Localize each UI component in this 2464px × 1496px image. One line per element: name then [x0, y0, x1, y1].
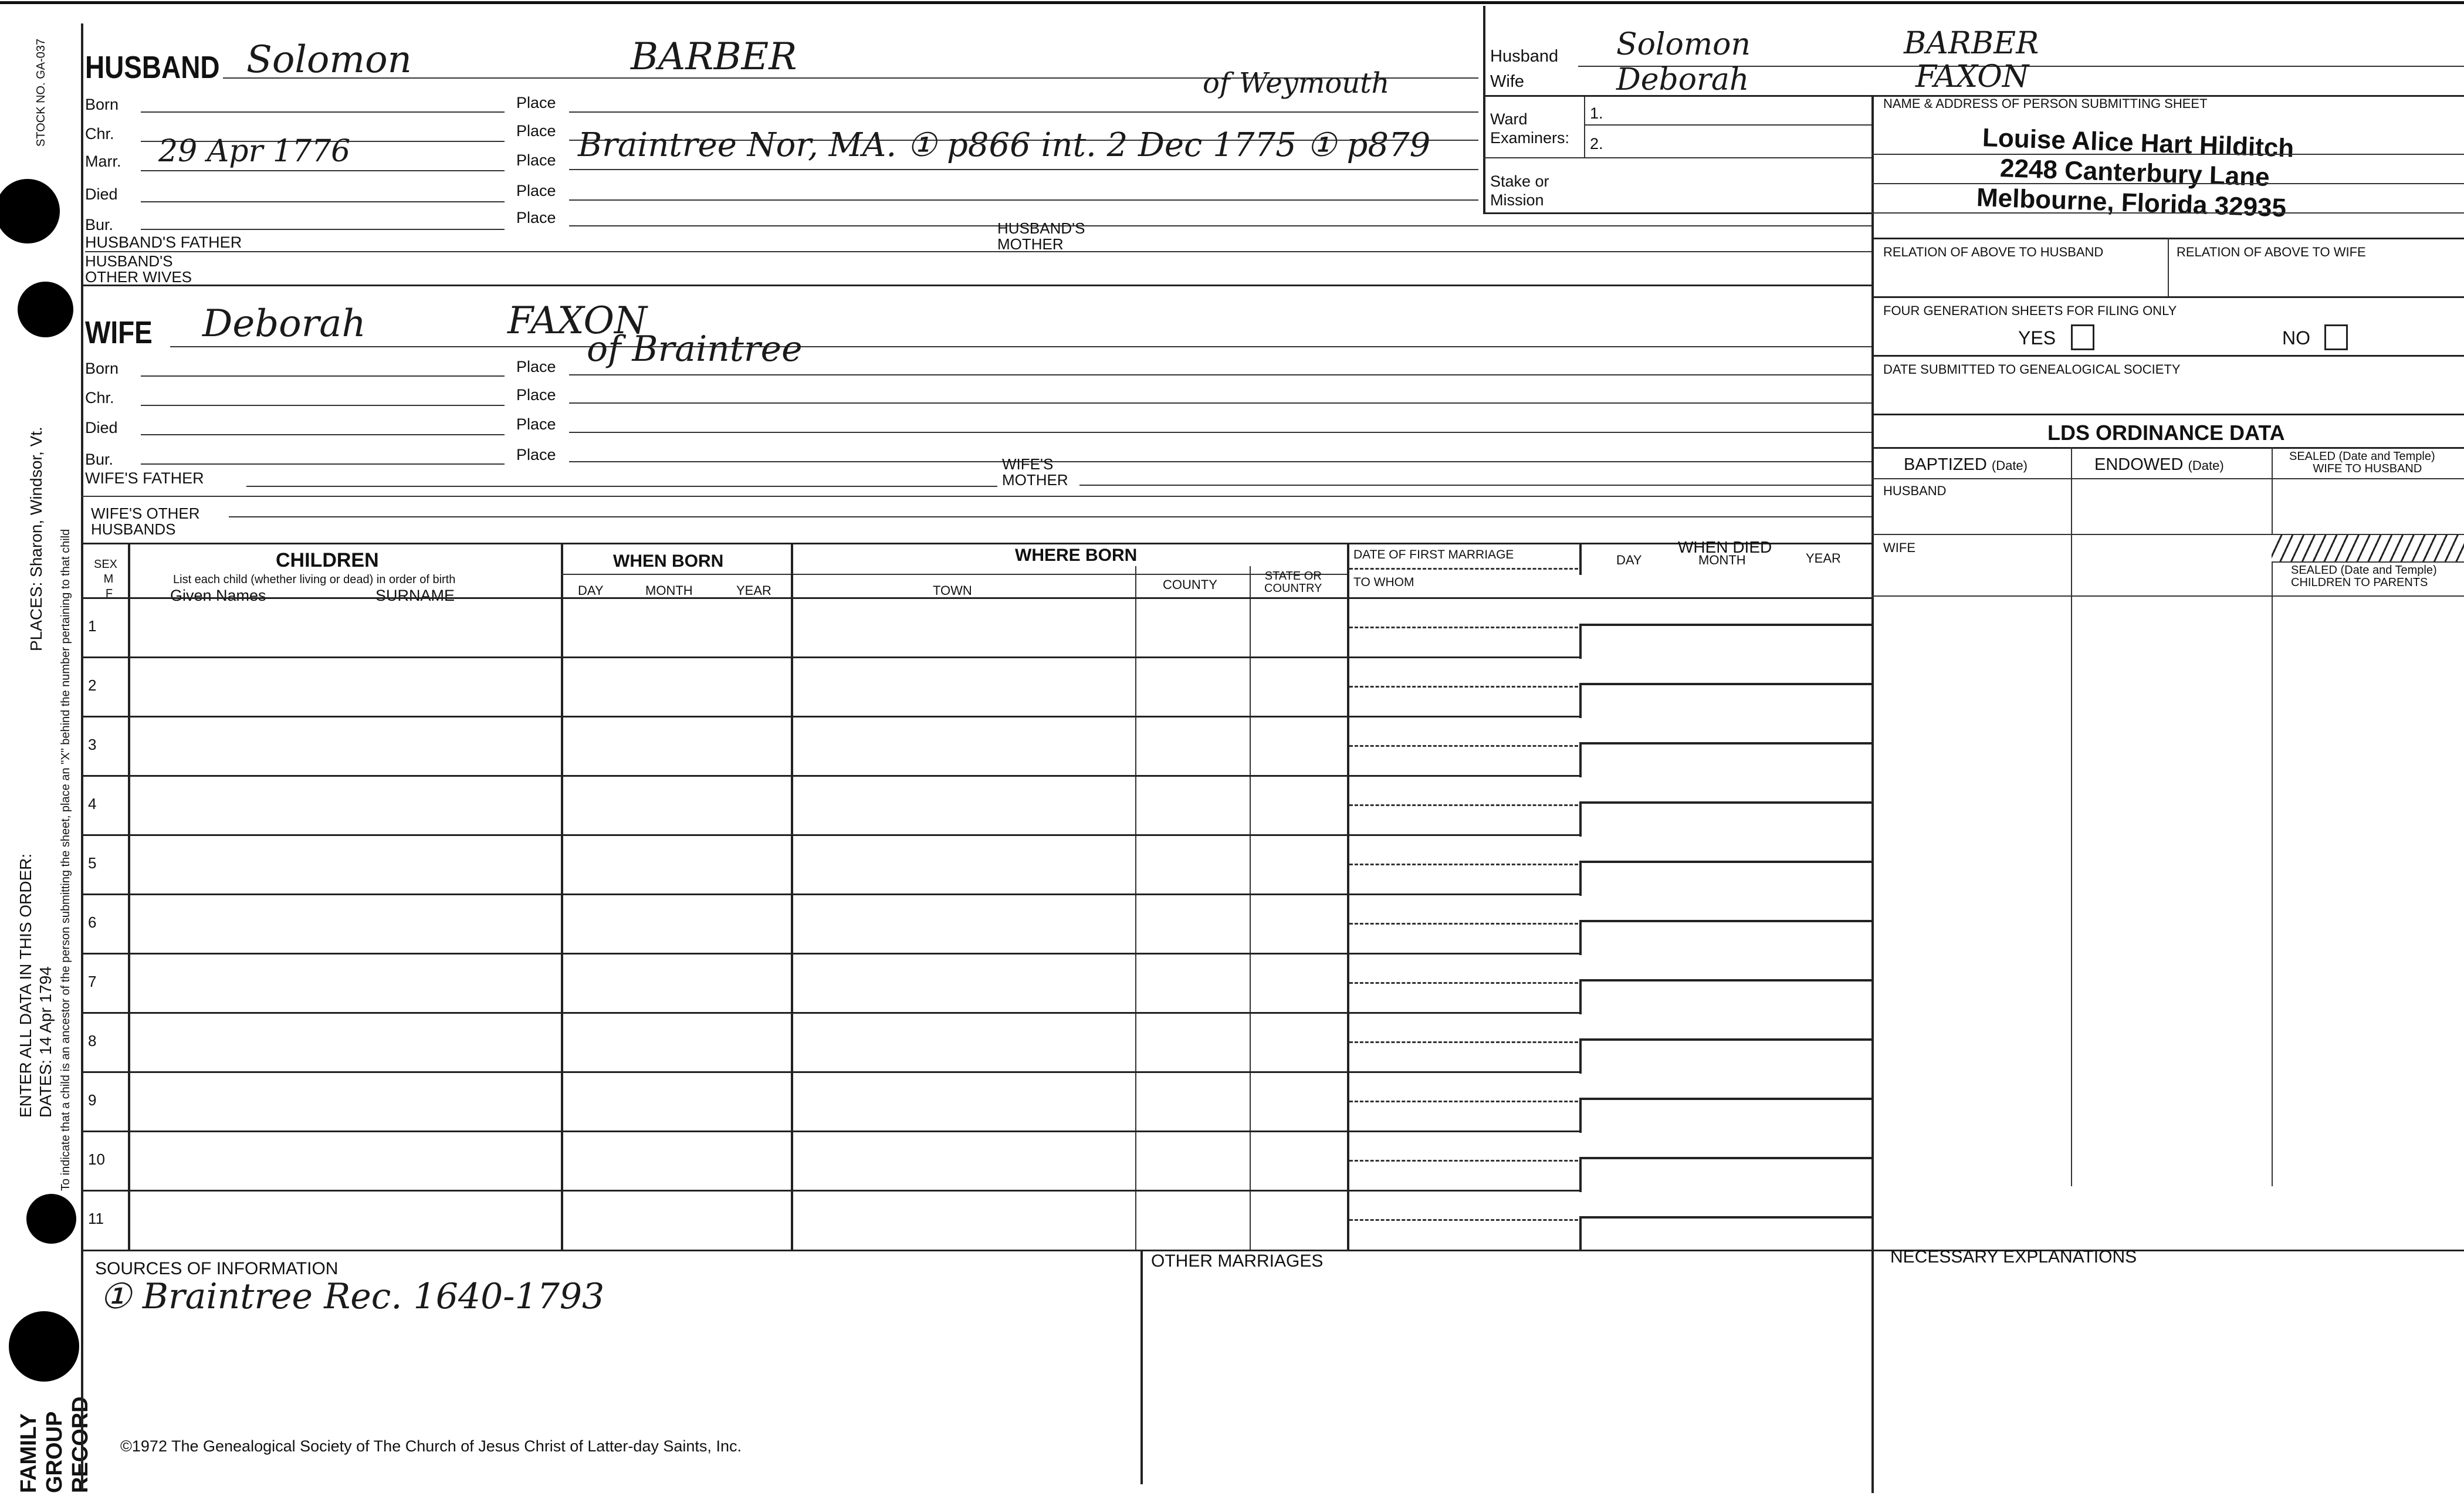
top-wife-label: Wife	[1490, 72, 1524, 91]
child-row-divider	[81, 893, 1579, 895]
four-gen-label: FOUR GENERATION SHEETS FOR FILING ONLY	[1883, 303, 2177, 318]
husband-died-label: Died	[85, 185, 118, 203]
child-row-number: 10	[88, 1150, 105, 1168]
husband-chr-label: Chr.	[85, 125, 114, 143]
where-born-header: WHERE BORN	[1015, 546, 1138, 565]
county-header: COUNTY	[1163, 577, 1217, 592]
husband-bur-label: Bur.	[85, 216, 114, 233]
born-month-header: MONTH	[645, 583, 693, 598]
wife-mother-label: WIFE'S MOTHER	[1002, 455, 1068, 489]
husband-marr-label: Marr.	[85, 153, 121, 170]
husband-chr-place-label: Place	[516, 122, 556, 140]
children-title: CHILDREN	[276, 549, 379, 571]
necessary-explanations-label: NECESSARY EXPLANATIONS	[1890, 1247, 2137, 1267]
record-title-2: GROUP	[42, 1411, 67, 1493]
sources-label: SOURCES OF INFORMATION	[95, 1259, 339, 1278]
stake-label: Stake or	[1490, 172, 1549, 190]
child-row-divider	[81, 1012, 1579, 1014]
child-row-divider	[81, 775, 1579, 777]
husband-given-name: Solomon	[246, 38, 412, 82]
child-row-divider	[81, 656, 1579, 658]
punch-hole-2	[18, 282, 73, 337]
husband-heading: HUSBAND	[85, 50, 220, 85]
indicate-ancestor-note: To indicate that a child is an ancestor of the person submitting the sheet, place an "X" behind the number pertaining to that child	[59, 529, 72, 1191]
wife-chr-label: Chr.	[85, 389, 114, 407]
wife-place-note: of Braintree	[587, 329, 803, 370]
died-day-header: DAY	[1616, 553, 1642, 567]
child-row-number: 2	[88, 676, 97, 694]
lds-wife-label: WIFE	[1883, 540, 1915, 555]
top-husband-given: Solomon	[1616, 27, 1751, 62]
examiners-label: Examiners:	[1490, 129, 1570, 147]
child-marriage-dash	[1349, 923, 1578, 925]
child-row-number: 1	[88, 617, 97, 635]
places-note: PLACES: Sharon, Windsor, Vt.	[27, 427, 45, 651]
relation-husband-label: RELATION OF ABOVE TO HUSBAND	[1883, 245, 2104, 259]
husband-marr-date: 29 Apr 1776	[158, 134, 351, 169]
child-marriage-dash	[1349, 804, 1578, 806]
child-row-number: 8	[88, 1032, 97, 1050]
town-header: TOWN	[933, 583, 972, 598]
child-marriage-dash	[1349, 745, 1578, 747]
given-names-header: Given Names	[170, 587, 266, 604]
died-month-header: MONTH	[1698, 553, 1746, 567]
child-marriage-dash	[1349, 627, 1578, 628]
died-year-header: YEAR	[1806, 551, 1841, 566]
husband-born-place-label: Place	[516, 94, 556, 111]
punch-hole-1	[0, 179, 60, 243]
punch-hole-3	[26, 1194, 76, 1244]
wife-given-name: Deborah	[202, 302, 366, 346]
child-row-divider	[81, 953, 1579, 955]
husband-place-note: of Weymouth	[1203, 67, 1390, 100]
child-row-number: 6	[88, 913, 97, 931]
wife-died-place-label: Place	[516, 415, 556, 433]
child-died-bracket	[1579, 1098, 1874, 1133]
child-row-divider	[81, 1190, 1579, 1192]
husband-born-label: Born	[85, 96, 119, 113]
no-label: NO	[2282, 327, 2310, 348]
first-marriage-header: DATE OF FIRST MARRIAGE	[1353, 548, 1514, 561]
wife-heading: WIFE	[85, 315, 153, 350]
examiner-2: 2.	[1590, 135, 1603, 153]
lds-sealed-children-label: SEALED (Date and Temple) CHILDREN TO PARENTS	[2291, 564, 2437, 589]
child-row-number: 9	[88, 1091, 97, 1109]
child-died-bracket	[1579, 801, 1874, 837]
lds-title: LDS ORDINANCE DATA	[2047, 421, 2285, 445]
child-marriage-dash	[1349, 686, 1578, 688]
child-died-bracket	[1579, 979, 1874, 1014]
child-row-divider	[81, 1071, 1579, 1073]
lds-sealed-wife-label: SEALED (Date and Temple) WIFE TO HUSBAND	[2289, 450, 2435, 475]
punch-hole-4	[9, 1311, 79, 1382]
surname-header: SURNAME	[375, 587, 455, 604]
when-died-header: WHEN DIED	[1678, 538, 1772, 556]
state-header: STATE OR COUNTRY	[1264, 570, 1322, 595]
child-row-number: 4	[88, 795, 97, 813]
lds-husband-label: HUSBAND	[1883, 483, 1947, 498]
submitter-name: Louise Alice Hart Hilditch	[1982, 123, 2295, 163]
main-divider	[1483, 6, 1485, 214]
enter-order-note: ENTER ALL DATA IN THIS ORDER:	[16, 853, 35, 1118]
child-row-divider	[81, 834, 1579, 836]
husband-other-wives-label: HUSBAND'S OTHER WIVES	[85, 252, 192, 286]
wife-born-place-label: Place	[516, 358, 556, 375]
husband-mother-label: HUSBAND'S MOTHER	[997, 219, 1085, 253]
child-died-bracket	[1579, 683, 1874, 718]
child-marriage-dash	[1349, 1219, 1578, 1221]
top-wife-given: Deborah	[1616, 62, 1749, 97]
top-husband-label: Husband	[1490, 47, 1559, 66]
wife-bur-place-label: Place	[516, 446, 556, 463]
left-border	[81, 23, 83, 1490]
stock-number: STOCK NO. GA-037	[35, 38, 48, 147]
mission-label: Mission	[1490, 191, 1544, 209]
lds-endowed-label: ENDOWED (Date)	[2094, 455, 2224, 474]
child-died-bracket	[1579, 1216, 1874, 1251]
husband-marr-place-label: Place	[516, 151, 556, 169]
yes-label: YES	[2018, 327, 2056, 348]
child-row-number: 5	[88, 854, 97, 872]
lds-wife-hatch	[2272, 535, 2464, 561]
child-died-bracket	[1579, 1038, 1874, 1074]
wife-chr-place-label: Place	[516, 386, 556, 404]
child-marriage-dash	[1349, 1160, 1578, 1162]
copyright: ©1972 The Genealogical Society of The Church of Jesus Christ of Latter-day Saints, Inc.	[120, 1437, 742, 1455]
wife-surname: FAXON	[507, 299, 647, 343]
born-year-header: YEAR	[736, 583, 771, 598]
wife-other-husbands-label: WIFE'S OTHER HUSBANDS	[91, 505, 200, 539]
relation-wife-label: RELATION OF ABOVE TO WIFE	[2177, 245, 2366, 259]
child-died-bracket	[1579, 1157, 1874, 1192]
born-day-header: DAY	[578, 583, 604, 598]
child-row-divider	[81, 716, 1579, 717]
child-marriage-dash	[1349, 864, 1578, 865]
top-wife-surname: FAXON	[1915, 59, 2029, 94]
sex-header: SEX M F	[94, 558, 118, 600]
wife-died-label: Died	[85, 419, 118, 436]
top-border	[0, 1, 2464, 4]
child-row-number: 7	[88, 973, 97, 990]
child-row-divider	[81, 1131, 1579, 1132]
wife-bur-label: Bur.	[85, 451, 114, 468]
child-marriage-dash	[1349, 982, 1578, 984]
when-born-header: WHEN BORN	[613, 551, 724, 571]
child-row-number: 3	[88, 736, 97, 753]
husband-bur-place-label: Place	[516, 209, 556, 226]
dates-note: DATES: 14 Apr 1794	[36, 966, 55, 1118]
other-marriages-label: OTHER MARRIAGES	[1151, 1251, 1324, 1271]
wife-name-line	[170, 346, 1871, 347]
child-died-bracket	[1579, 624, 1874, 659]
submitter-city: Melbourne, Florida 32935	[1976, 183, 2287, 223]
husband-died-place-label: Place	[516, 182, 556, 199]
child-marriage-dash	[1349, 1041, 1578, 1043]
right-panel-divider	[1871, 97, 1874, 1493]
lds-baptized-label: BAPTIZED (Date)	[1904, 455, 2028, 474]
submitter-street: 2248 Canterbury Lane	[1999, 154, 2270, 192]
ward-label: Ward	[1490, 110, 1528, 128]
to-whom-header: TO WHOM	[1353, 576, 1414, 589]
sources-value: ① Braintree Rec. 1640-1793	[100, 1276, 605, 1317]
husband-surname: BARBER	[631, 35, 797, 79]
wife-born-label: Born	[85, 360, 119, 377]
children-instructions: List each child (whether living or dead) in order of birth	[173, 573, 456, 586]
child-died-bracket	[1579, 861, 1874, 896]
child-died-bracket	[1579, 920, 1874, 955]
date-submitted-label: DATE SUBMITTED TO GENEALOGICAL SOCIETY	[1883, 362, 2181, 377]
record-title-1: FAMILY	[16, 1413, 41, 1493]
wife-father-label: WIFE'S FATHER	[85, 469, 204, 487]
husband-father-label: HUSBAND'S FATHER	[85, 233, 242, 251]
top-husband-surname: BARBER	[1904, 26, 2039, 61]
child-row-number: 11	[88, 1210, 104, 1227]
husband-marr-place: Braintree Nor, MA. ① p866 int. 2 Dec 1775 ① p879	[578, 126, 1431, 164]
child-marriage-dash	[1349, 1101, 1578, 1102]
yes-checkbox[interactable]	[2071, 324, 2094, 350]
examiner-1: 1.	[1590, 104, 1603, 122]
record-title-3: RECORD	[68, 1396, 93, 1493]
no-checkbox[interactable]	[2324, 324, 2348, 350]
child-died-bracket	[1579, 742, 1874, 777]
submitter-label: NAME & ADDRESS OF PERSON SUBMITTING SHEET	[1883, 96, 2208, 111]
